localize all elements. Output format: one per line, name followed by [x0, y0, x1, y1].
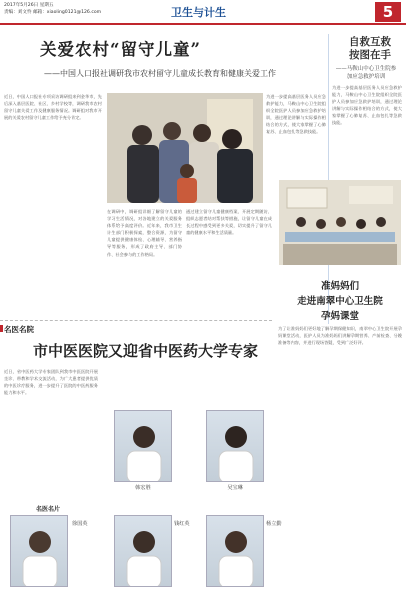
- header-rule: [0, 23, 406, 25]
- doctor-portrait-illustration: [11, 516, 68, 587]
- side-box-title-line2: 按图在手: [349, 49, 391, 61]
- doctor-photo: [114, 410, 172, 482]
- side-article-body-cont: 为进一步提高基层医务人员应急救护能力，马鞍山中心卫生院组织全院医护人员参加应急救护培训，通过理论讲解与实际操作相结合的方式，使大家掌握了心肺复苏、止血包扎等急救技能。: [266, 94, 326, 135]
- editor-info: 责编：刘文怜 邮箱：xiaoling0121@126.com: [4, 10, 102, 15]
- news-photo-class: [279, 180, 401, 265]
- news-photo-children: [107, 93, 263, 203]
- doctor-portrait-illustration: [207, 411, 264, 482]
- doctor-portrait-illustration: [207, 516, 264, 587]
- side-box-title-line1: 自救互救: [349, 36, 391, 48]
- feature-title-line2: 走进南翠中心卫生院: [297, 296, 383, 307]
- feature-title-line1: 准妈妈们: [320, 281, 359, 292]
- feature-title-line3: 孕妈课堂: [320, 311, 359, 322]
- doctor-portrait-illustration: [115, 516, 172, 587]
- section-marker: [0, 325, 3, 332]
- section-title: 卫生与计生: [171, 6, 226, 19]
- section2-headline: 市中医医院又迎省中医药大学专家: [33, 342, 259, 360]
- side-box-body: 为进一步提高基层医务人员应急救护能力，马鞍山中心卫生院组织全院医护人员参加应急救护培训，通过理论讲解与实际操作相结合的方式，使大家掌握了心肺复苏、止血包扎等急救技能。: [332, 85, 402, 126]
- feature-body: 为了让准妈妈们更好地了解孕期保健知识，南翠中心卫生院开展孕妈课堂活动，医护人员为准妈妈们讲解孕期营养、产前检查、分娩准备等内容，并进行现场答疑，受到广泛好评。: [278, 326, 402, 346]
- doctor-photo: [206, 515, 264, 587]
- doctor-name: 徐国英: [72, 521, 88, 527]
- main-article-body-right: 通过建立留守儿童健康档案、开展定期随访、组织志愿者结对帮扶等措施，让留守儿童在成长过程中感受到更多关爱，切实提升了留守儿童的健康水平和生活质量。: [186, 209, 272, 236]
- doctor-name: 钱红英: [174, 521, 190, 527]
- section2-body: 近日，省中医药大学专家团队到我市中医医院开展坐诊、带教和学术交流活动，为广大患者提供优质的中医诊疗服务，进一步提升了医院的中医药服务能力和水平。: [4, 369, 98, 396]
- main-article-body-mid: 在调研中，调研组详细了解留守儿童的学习生活情况，对各地建立的关爱服务体系给予高度评价。近年来，我市卫生计生部门积极探索，整合资源，为留守儿童提供健康体检、心理辅导、营养指导等服务，形成了政府主导、部门协作、社会参与的工作格局。: [107, 209, 182, 257]
- section-divider: [0, 320, 272, 321]
- doctor-photo: [10, 515, 68, 587]
- issue-date: 2017年5月26日 星期五: [4, 3, 54, 8]
- doctor-name: 杨立勤: [266, 521, 282, 527]
- side-box-subtitle-line2: 加应急救护培训: [346, 74, 386, 80]
- main-headline: 关爱农村“留守儿童”: [40, 40, 201, 59]
- page-number: 5: [375, 2, 401, 22]
- doctor-photo: [114, 515, 172, 587]
- doctor-cards-label: 名医名片: [36, 506, 61, 513]
- doctor-portrait-illustration: [115, 411, 172, 482]
- photo-illustration-class: [279, 180, 401, 265]
- main-article-lead: 近日，中国人口报社专项采访调研组来到金华市，先后深入基层医院、社区、乡村学校等，调研我市农村留守儿童关爱工作及健康服务情况。调研组对我市开展的关爱农村留守儿童工作给予充分肯定。: [4, 94, 102, 121]
- section2-label: 名医名院: [4, 325, 34, 334]
- side-box-subtitle-line1: ——马鞍山中心卫生院参: [335, 66, 397, 72]
- main-subhead: ——中国人口报社调研我市农村留守儿童成长教育和健康关爱工作: [44, 69, 276, 78]
- photo-illustration-group: [107, 93, 263, 203]
- doctor-name: 吴宝琳: [227, 485, 243, 491]
- doctor-photo: [206, 410, 264, 482]
- doctor-name: 韩宏胜: [135, 485, 151, 491]
